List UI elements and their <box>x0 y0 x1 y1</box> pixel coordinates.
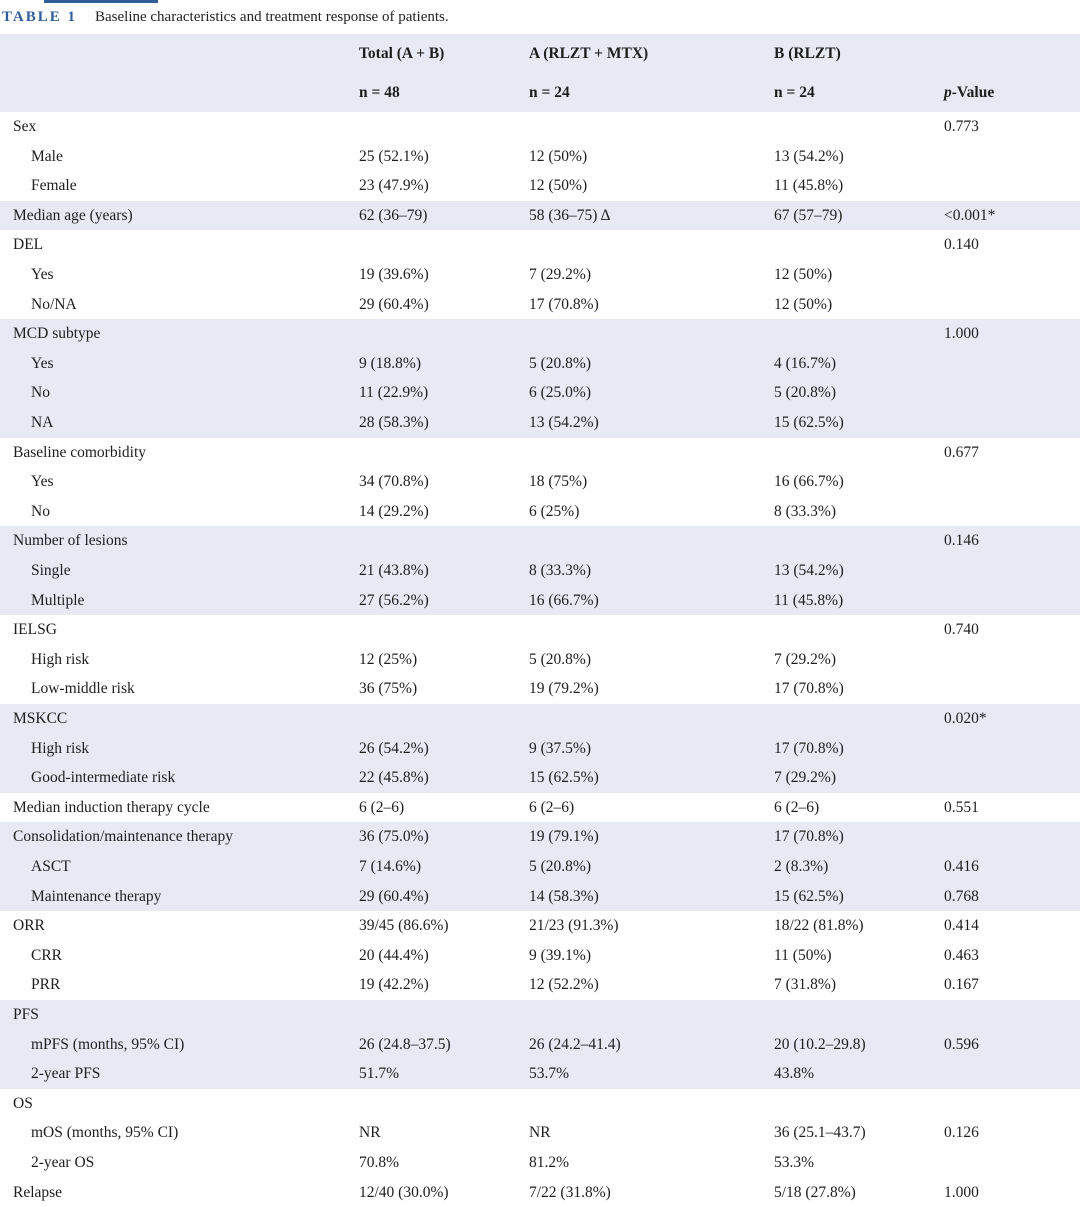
cell-pvalue: 0.773 <box>944 118 979 135</box>
cell-group-b: 53.3% <box>774 1154 815 1171</box>
cell-group-b: 12 (50%) <box>774 295 833 313</box>
cell-total: 6 (2–6) <box>359 798 405 816</box>
table-row <box>0 586 1080 616</box>
row-label: mOS (months, 95% CI) <box>31 1124 179 1142</box>
cell-group-b: 20 (10.2–29.8) <box>774 1035 866 1053</box>
row-label: CRR <box>31 946 63 964</box>
cell-total: 12/40 (30.0%) <box>359 1183 449 1201</box>
cell-group-b: 8 (33.3%) <box>774 502 836 520</box>
cell-group-b: 12 (50%) <box>774 266 833 283</box>
header-pvalue <box>944 82 994 104</box>
row-label: 2-year PFS <box>31 1065 101 1083</box>
cell-pvalue: 1.000 <box>944 1183 979 1201</box>
cell-pvalue: 0.463 <box>944 946 979 964</box>
table-row <box>0 734 1080 764</box>
cell-total: 34 (70.8%) <box>359 473 429 491</box>
row-label: Baseline comorbidity <box>13 443 147 461</box>
cell-total: 23 (47.9%) <box>359 177 429 195</box>
cell-total: 51.7% <box>359 1065 400 1083</box>
cell-group-b: 18/22 (81.8%) <box>774 917 864 935</box>
row-label: MSKCC <box>13 710 68 727</box>
table-row <box>0 201 1080 231</box>
cell-group-b: 15 (62.5%) <box>774 414 844 431</box>
row-label: No <box>31 384 50 402</box>
row-label: Yes <box>31 473 54 491</box>
cell-group-a: 8 (33.3%) <box>529 562 591 579</box>
cell-pvalue: 0.551 <box>944 798 979 816</box>
cell-group-a: 5 (20.8%) <box>529 858 591 875</box>
cell-group-b: 11 (45.8%) <box>774 591 844 609</box>
cell-group-b: 16 (66.7%) <box>774 473 844 491</box>
cell-total: NR <box>359 1124 381 1142</box>
cell-group-b: 17 (70.8%) <box>774 828 844 846</box>
table-row <box>0 1000 1080 1030</box>
cell-group-b: 5/18 (27.8%) <box>774 1183 856 1201</box>
row-label: Female <box>31 177 77 195</box>
row-label: No <box>31 502 50 520</box>
cell-total: 26 (54.2%) <box>359 739 429 757</box>
cell-group-a: 9 (39.1%) <box>529 946 591 964</box>
cell-total: 29 (60.4%) <box>359 887 429 905</box>
row-label: Median induction therapy cycle <box>13 798 210 816</box>
cell-group-a: 5 (20.8%) <box>529 650 591 668</box>
table-caption <box>2 6 449 28</box>
cell-group-b: 67 (57–79) <box>774 206 843 224</box>
cell-group-a: 19 (79.2%) <box>529 680 599 698</box>
cell-pvalue: 0.416 <box>944 858 979 875</box>
cell-group-b: 36 (25.1–43.7) <box>774 1124 866 1142</box>
table-row <box>0 882 1080 912</box>
table-row <box>0 260 1080 290</box>
table-row <box>0 349 1080 379</box>
row-label: OS <box>13 1094 33 1112</box>
cell-pvalue: 0.768 <box>944 887 979 905</box>
cell-group-b: 17 (70.8%) <box>774 739 844 757</box>
cell-group-a: 13 (54.2%) <box>529 414 599 431</box>
cell-total: 9 (18.8%) <box>359 354 421 372</box>
cell-group-a: 16 (66.7%) <box>529 591 599 609</box>
cell-total: 26 (24.8–37.5) <box>359 1035 451 1053</box>
cell-group-a: 21/23 (91.3%) <box>529 917 619 935</box>
row-label: Single <box>31 562 71 579</box>
cell-group-b: 11 (45.8%) <box>774 177 844 195</box>
table-row <box>0 112 1080 142</box>
cell-total: 27 (56.2%) <box>359 591 429 609</box>
cell-group-b: 13 (54.2%) <box>774 147 844 165</box>
row-label: MCD subtype <box>13 325 101 343</box>
table-row <box>0 290 1080 320</box>
cell-group-a: 81.2% <box>529 1154 570 1171</box>
row-label: DEL <box>13 236 44 254</box>
cell-pvalue: 0.677 <box>944 443 979 461</box>
cell-total: 12 (25%) <box>359 650 418 668</box>
row-label: Male <box>31 147 63 165</box>
table-row <box>0 1030 1080 1060</box>
cell-group-a: 58 (36–75) Δ <box>529 206 611 224</box>
row-label: mPFS (months, 95% CI) <box>31 1035 185 1053</box>
table-row <box>0 615 1080 645</box>
table-row <box>0 852 1080 882</box>
table-row <box>0 526 1080 556</box>
row-label: PRR <box>31 976 61 994</box>
row-label: PFS <box>13 1006 39 1023</box>
cell-group-b: 7 (29.2%) <box>774 650 836 668</box>
cell-group-b: 43.8% <box>774 1065 815 1083</box>
cell-group-b: 6 (2–6) <box>774 798 820 816</box>
table-row <box>0 1118 1080 1148</box>
row-label: Sex <box>13 118 37 135</box>
row-label: NA <box>31 414 54 431</box>
table-row <box>0 408 1080 438</box>
header-group-a-n: n = 24 <box>529 84 570 101</box>
cell-group-a: 7/22 (31.8%) <box>529 1183 611 1201</box>
row-label: No/NA <box>31 295 77 313</box>
row-label: Yes <box>31 266 54 283</box>
table-row <box>0 171 1080 201</box>
row-label: 2-year OS <box>31 1154 95 1171</box>
table-row <box>0 763 1080 793</box>
cell-pvalue: 0.167 <box>944 976 979 994</box>
row-label: Good-intermediate risk <box>31 769 176 787</box>
cell-total: 29 (60.4%) <box>359 295 429 313</box>
row-label: High risk <box>31 739 90 757</box>
cell-pvalue: 0.020* <box>944 710 987 727</box>
cell-group-a: 14 (58.3%) <box>529 887 599 905</box>
row-label: Maintenance therapy <box>31 887 162 905</box>
table-row <box>0 674 1080 704</box>
table-row <box>0 1148 1080 1178</box>
table-row <box>0 467 1080 497</box>
table-row <box>0 970 1080 1000</box>
cell-group-a: 12 (50%) <box>529 177 588 195</box>
row-label: Multiple <box>31 591 85 609</box>
header-total: Total (A + B) <box>359 45 445 62</box>
cell-pvalue: <0.001* <box>944 206 996 224</box>
cell-group-a: 6 (2–6) <box>529 798 575 816</box>
cell-total: 36 (75.0%) <box>359 828 429 846</box>
cell-total: 25 (52.1%) <box>359 147 429 165</box>
cell-total: 20 (44.4%) <box>359 946 429 964</box>
table-header <box>0 34 1080 112</box>
table-row <box>0 319 1080 349</box>
cell-pvalue: 0.146 <box>944 532 979 550</box>
table-row <box>0 704 1080 734</box>
cell-group-b: 13 (54.2%) <box>774 562 844 579</box>
header-group-b-n: n = 24 <box>774 84 815 101</box>
cell-group-b: 15 (62.5%) <box>774 887 844 905</box>
row-label: Relapse <box>13 1183 63 1201</box>
row-label: ORR <box>13 917 45 935</box>
cell-pvalue: 0.414 <box>944 917 979 935</box>
row-label: IELSG <box>13 621 57 639</box>
cell-group-a: 12 (52.2%) <box>529 976 599 994</box>
row-label: Median age (years) <box>13 206 133 224</box>
row-label: High risk <box>31 650 90 668</box>
cell-pvalue: 0.740 <box>944 621 979 639</box>
cell-total: 14 (29.2%) <box>359 502 429 520</box>
cell-group-a: 15 (62.5%) <box>529 769 599 787</box>
table-row <box>0 911 1080 941</box>
table-row <box>0 378 1080 408</box>
cell-group-b: 7 (31.8%) <box>774 976 836 994</box>
cell-group-a: 6 (25%) <box>529 502 580 520</box>
header-group-b: B (RLZT) <box>774 45 841 62</box>
header-pvalue-p: p <box>944 84 952 101</box>
table-row <box>0 793 1080 823</box>
cell-total: 7 (14.6%) <box>359 858 421 875</box>
table-row <box>0 142 1080 172</box>
table-row <box>0 1059 1080 1089</box>
row-label: Low-middle risk <box>31 680 135 698</box>
cell-pvalue: 0.596 <box>944 1035 979 1053</box>
cell-pvalue: 0.126 <box>944 1124 979 1142</box>
table-row <box>0 556 1080 586</box>
cell-total: 36 (75%) <box>359 680 418 698</box>
table-number: TABLE 1 <box>2 9 77 25</box>
cell-group-b: 7 (29.2%) <box>774 769 836 787</box>
cell-group-a: 6 (25.0%) <box>529 384 591 402</box>
caption-rule <box>44 0 158 3</box>
cell-group-a: 26 (24.2–41.4) <box>529 1035 621 1053</box>
cell-group-b: 17 (70.8%) <box>774 680 844 698</box>
table-row <box>0 438 1080 468</box>
cell-total: 62 (36–79) <box>359 206 428 224</box>
cell-total: 70.8% <box>359 1154 400 1171</box>
cell-total: 19 (39.6%) <box>359 266 429 283</box>
cell-total: 39/45 (86.6%) <box>359 917 449 935</box>
cell-group-a: 17 (70.8%) <box>529 295 599 313</box>
cell-total: 22 (45.8%) <box>359 769 429 787</box>
cell-group-b: 4 (16.7%) <box>774 354 836 372</box>
cell-total: 19 (42.2%) <box>359 976 429 994</box>
cell-group-a: 5 (20.8%) <box>529 354 591 372</box>
cell-total: 11 (22.9%) <box>359 384 429 402</box>
header-group-a: A (RLZT + MTX) <box>529 45 649 62</box>
table-title: Baseline characteristics and treatment response of patients. <box>95 9 449 25</box>
cell-group-a: 18 (75%) <box>529 473 588 491</box>
cell-group-a: 7 (29.2%) <box>529 266 591 283</box>
table-row <box>0 941 1080 971</box>
table-row <box>0 497 1080 527</box>
cell-group-a: 12 (50%) <box>529 147 588 165</box>
cell-total: 21 (43.8%) <box>359 562 429 579</box>
table-row <box>0 230 1080 260</box>
row-label: Number of lesions <box>13 532 128 550</box>
row-label: Consolidation/maintenance therapy <box>13 828 233 846</box>
table-row <box>0 645 1080 675</box>
cell-group-a: NR <box>529 1124 551 1142</box>
row-label: Yes <box>31 354 54 372</box>
row-label: ASCT <box>31 858 71 875</box>
header-total-n: n = 48 <box>359 84 400 101</box>
table-row <box>0 1089 1080 1119</box>
cell-group-b: 11 (50%) <box>774 946 832 964</box>
cell-group-a: 19 (79.1%) <box>529 828 599 846</box>
cell-group-a: 9 (37.5%) <box>529 739 591 757</box>
cell-group-b: 2 (8.3%) <box>774 858 829 875</box>
cell-group-b: 5 (20.8%) <box>774 384 836 402</box>
header-pvalue-label: -Value <box>951 84 995 101</box>
cell-pvalue: 0.140 <box>944 236 979 254</box>
cell-total: 28 (58.3%) <box>359 414 429 431</box>
table-row <box>0 822 1080 852</box>
cell-pvalue: 1.000 <box>944 325 979 343</box>
cell-group-a: 53.7% <box>529 1065 570 1083</box>
